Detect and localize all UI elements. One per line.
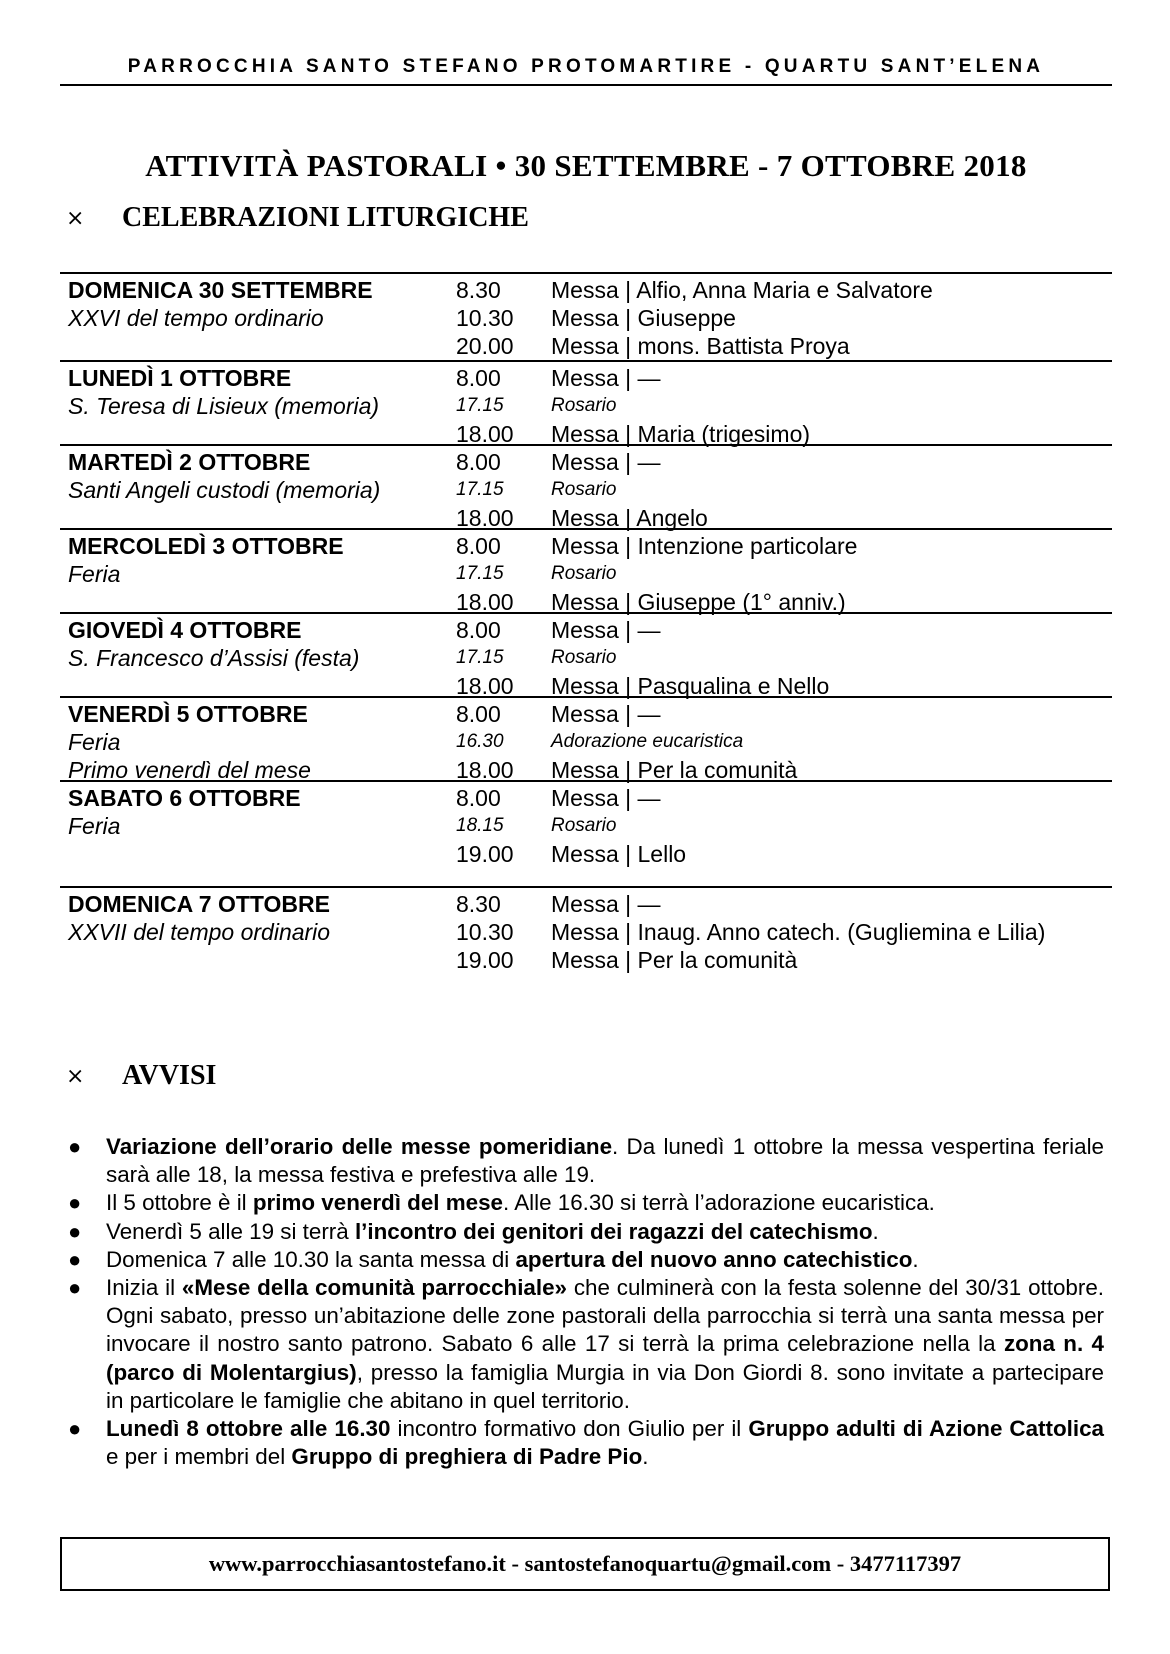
day-block [60,696,1112,783]
bullet-icon: ● [68,1416,82,1442]
event-description: Messa | Inaug. Anno catech. (Gugliemina e Lilia) [551,918,1046,945]
event-description: Rosario [551,395,617,416]
event-time: 18.00 [456,588,514,615]
schedule-row [60,644,1112,672]
day-subtitle: S. Francesco d’Assisi (festa) [68,644,360,671]
schedule-row [60,784,1112,812]
day-block [60,886,1112,986]
event-time: 20.00 [456,332,514,359]
day-name: DOMENICA 7 OTTOBRE [68,890,330,917]
schedule-row [60,476,1112,504]
day-name: MERCOLEDÌ 3 OTTOBRE [68,532,344,559]
day-subtitle: XXVI del tempo ordinario [68,304,324,331]
event-time: 18.00 [456,420,514,447]
day-name: VENERDÌ 5 OTTOBRE [68,700,308,727]
avviso-emphasis: Gruppo adulti di Azione Cattolica [748,1416,1104,1442]
event-time: 18.00 [456,756,514,783]
event-description: Messa | Per la comunità [551,756,798,783]
avviso-text: . Da lunedì 1 ottobre la messa vespertina feriale sarà alle 18, la messa festiva e prefestiva alle 19. [106,1134,1104,1188]
event-time: 8.00 [456,364,501,391]
avviso-item [64,1189,1104,1217]
day-subtitle: S. Teresa di Lisieux (memoria) [68,392,380,419]
bullet-icon: ● [68,1190,82,1216]
avviso-emphasis: l’incontro dei genitori dei ragazzi del catechismo [354,1218,873,1244]
avvisi-heading [66,1056,216,1096]
schedule-row [60,946,1112,974]
event-time: 8.00 [456,616,501,643]
avviso-text: , presso la famiglia Murgia in via Don Giordi 8. sono invitate a partecipare in particolare le famiglie che abitano in quel territorio. [106,1359,1105,1413]
schedule-row [60,364,1112,392]
avviso-text: Il 5 ottobre è il [106,1190,253,1216]
avviso-text: . [912,1246,919,1272]
contact-footer: www.parrocchiasantostefano.it - santostefanoquartu@gmail.com - 3477117397 [60,1537,1110,1591]
avviso-text: e per i membri del [106,1444,292,1470]
bullet-icon: ● [68,1246,82,1272]
avviso-item [64,1274,1104,1415]
schedule-row [60,918,1112,946]
event-description: Messa | — [551,616,661,643]
day-block [60,528,1112,615]
avviso-emphasis: apertura del nuovo anno catechistico [515,1246,913,1272]
event-time: 19.00 [456,946,514,973]
avviso-emphasis: Variazione dell’orario delle messe pomeridiane [106,1134,613,1159]
event-description: Adorazione eucaristica [551,731,744,752]
event-description: Rosario [551,647,617,668]
liturgical-schedule [60,272,1112,986]
avviso-text: . [642,1444,649,1470]
event-description: Rosario [551,479,617,500]
avviso-item [64,1246,1104,1274]
day-block [60,444,1112,531]
avviso-text: . [872,1218,879,1244]
schedule-row [60,890,1112,918]
avvisi-title: AVVISI [122,1060,217,1091]
bullet-icon: ● [68,1275,82,1301]
schedule-row [60,728,1112,756]
event-description: Messa | — [551,890,661,917]
bullet-icon: ● [68,1218,82,1244]
celebrazioni-heading [66,198,529,238]
event-time: 18.00 [456,672,514,699]
event-description: Messa | Maria (trigesimo) [551,420,811,447]
schedule-row [60,840,1112,868]
schedule-row [60,276,1112,304]
schedule-row [60,304,1112,332]
avviso-text: Venerdì 5 alle 19 si terrà [106,1218,355,1244]
schedule-row [60,532,1112,560]
event-time: 8.30 [456,890,501,917]
avviso-emphasis: zona n. 4 (parco di Molentargius) [106,1331,1105,1385]
event-description: Rosario [551,563,617,584]
bullet-icon: ● [68,1134,82,1159]
day-name: MARTEDÌ 2 OTTOBRE [68,448,311,475]
event-time: 17.15 [456,395,504,416]
day-name: GIOVEDÌ 4 OTTOBRE [68,616,302,643]
avviso-item [64,1218,1104,1246]
event-time: 8.00 [456,700,501,727]
cross-icon: ⨯ [66,1063,85,1088]
day-name: LUNEDÌ 1 OTTOBRE [68,364,292,391]
avviso-emphasis: Lunedì 8 ottobre alle 16.30 [106,1416,391,1442]
day-subtitle: Primo venerdì del mese [68,756,311,783]
event-description: Messa | — [551,364,661,391]
event-description: Messa | mons. Battista Proya [551,332,850,359]
event-time: 18.15 [456,815,504,836]
avviso-text: . Alle 16.30 si terrà l’adorazione eucaristica. [503,1190,935,1216]
schedule-row [60,616,1112,644]
event-time: 17.15 [456,563,504,584]
event-time: 10.30 [456,304,514,331]
event-time: 8.30 [456,276,501,303]
avviso-emphasis: «Mese della comunità parrocchiale» [181,1275,568,1301]
event-time: 8.00 [456,784,501,811]
schedule-row [60,392,1112,420]
avviso-emphasis: primo venerdì del mese [252,1190,503,1216]
schedule-row [60,560,1112,588]
event-description: Messa | Giuseppe [551,304,736,331]
event-time: 17.15 [456,479,504,500]
avviso-text: incontro formativo don Giulio per il [390,1416,749,1442]
event-description: Rosario [551,815,617,836]
avviso-item [64,1133,1104,1189]
day-subtitle: XXVII del tempo ordinario [68,918,331,945]
parish-header: PARROCCHIA SANTO STEFANO PROTOMARTIRE - QUARTU SANT’ELENA [60,54,1112,86]
avviso-text: Domenica 7 alle 10.30 la santa messa di [106,1246,516,1272]
event-time: 17.15 [456,647,504,668]
event-time: 10.30 [456,918,514,945]
event-description: Messa | Per la comunità [551,946,798,973]
day-block [60,612,1112,699]
schedule-row [60,812,1112,840]
celebrazioni-title: CELEBRAZIONI LITURGICHE [122,202,529,233]
day-subtitle: Feria [68,728,121,755]
cross-icon: ⨯ [66,205,85,230]
event-description: Messa | Giuseppe (1° anniv.) [551,588,846,615]
event-description: Messa | Intenzione particolare [551,532,858,559]
day-name: DOMENICA 30 SETTEMBRE [68,276,373,303]
event-description: Messa | Alfio, Anna Maria e Salvatore [551,276,933,303]
event-description: Messa | Pasqualina e Nello [551,672,830,699]
avviso-text: che culminerà con la festa solenne del 30/31 ottobre. Ogni sabato, presso un’abitazione delle zone pastorali della parrocchia si terrà una santa messa per invocare il nostro santo patrono. Sabato 6 alle 17 si terrà la prima celebrazione nella la [106,1275,1104,1357]
event-time: 8.00 [456,532,501,559]
avviso-emphasis: Gruppo di preghiera di Padre Pio [291,1444,643,1470]
day-subtitle: Feria [68,812,121,839]
day-block [60,780,1112,886]
day-subtitle: Santi Angeli custodi (memoria) [68,476,381,503]
avviso-text: Inizia il [106,1275,182,1301]
event-time: 16.30 [456,731,504,752]
schedule-row [60,700,1112,728]
event-description: Messa | — [551,448,661,475]
avviso-item [64,1415,1104,1471]
schedule-row [60,448,1112,476]
avvisi-list [64,1133,1104,1471]
day-block [60,272,1112,360]
day-subtitle: Feria [68,560,121,587]
event-time: 8.00 [456,448,501,475]
event-time: 19.00 [456,840,514,867]
day-name: SABATO 6 OTTOBRE [68,784,301,811]
event-description: Messa | — [551,700,661,727]
event-description: Messa | Angelo [551,504,708,531]
event-time: 18.00 [456,504,514,531]
event-description: Messa | Lello [551,840,687,867]
event-description: Messa | — [551,784,661,811]
schedule-row [60,332,1112,360]
day-block [60,360,1112,447]
page-title: ATTIVITÀ PASTORALI • 30 SETTEMBRE - 7 OTTOBRE 2018 [145,148,1027,183]
